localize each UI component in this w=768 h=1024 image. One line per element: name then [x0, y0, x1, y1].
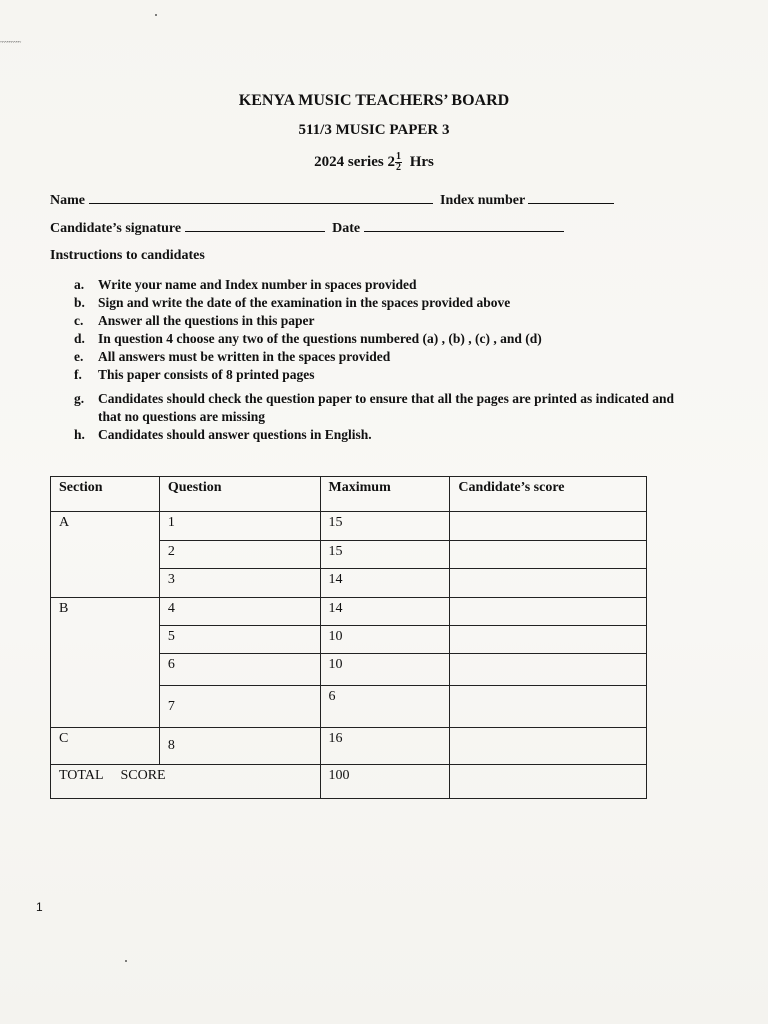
speck [125, 960, 127, 962]
table-row [51, 512, 647, 541]
instruction-item [74, 294, 694, 312]
date-field[interactable] [364, 221, 564, 232]
score-cell[interactable] [450, 512, 647, 541]
instruction-letter: f. [74, 367, 82, 382]
score-cell[interactable] [450, 728, 647, 765]
instructions-list [74, 276, 694, 444]
score-table [50, 476, 647, 799]
instruction-text: Sign and write the date of the examination in the spaces provided above [98, 295, 511, 310]
signature-row [50, 221, 564, 237]
fraction-denominator: 2 [395, 162, 401, 173]
total-score-cell[interactable] [450, 765, 647, 799]
instruction-text: Write your name and Index number in spaces provided [98, 277, 417, 292]
question-cell: 7 [159, 686, 320, 728]
score-cell[interactable] [450, 654, 647, 686]
date-label: Date [332, 221, 361, 236]
total-label: TOTAL SCORE [51, 765, 321, 799]
instruction-item [74, 348, 694, 366]
instruction-text: Answer all the questions in this paper [98, 313, 315, 328]
score-cell[interactable] [450, 541, 647, 569]
name-label: Name [50, 193, 85, 208]
instruction-letter: b. [74, 295, 85, 310]
instruction-item [74, 312, 694, 330]
header-maximum: Maximum [320, 477, 450, 512]
question-cell: 6 [159, 654, 320, 686]
maximum-cell: 14 [320, 598, 450, 626]
header-section: Section [51, 477, 160, 512]
name-row [50, 193, 614, 209]
header-candidate-score: Candidate’s score [450, 477, 647, 512]
hours-text: Hrs [409, 153, 434, 170]
signature-label: Candidate’s signature [50, 221, 182, 236]
fraction-numerator: 1 [395, 151, 401, 162]
question-cell: 2 [159, 541, 320, 569]
instruction-item [74, 330, 694, 348]
instruction-letter: h. [74, 427, 85, 442]
instruction-item [74, 366, 694, 384]
score-cell[interactable] [450, 569, 647, 598]
instruction-item [74, 276, 694, 294]
instruction-text: This paper consists of 8 printed pages [98, 367, 315, 382]
margin-scribble: ~~~~~~~~~ [0, 40, 21, 46]
maximum-cell: 14 [320, 569, 450, 598]
instruction-letter: c. [74, 313, 84, 328]
speck [155, 14, 157, 16]
paper-title: 511/3 MUSIC PAPER 3 [298, 122, 450, 138]
instruction-letter: d. [74, 331, 85, 346]
total-row [51, 765, 647, 799]
section-cell: B [51, 598, 160, 728]
instruction-letter: g. [74, 391, 85, 406]
duration-fraction [395, 152, 402, 173]
section-cell: C [51, 728, 160, 765]
table-header-row [51, 477, 647, 512]
maximum-cell: 6 [320, 686, 450, 728]
table-row [51, 598, 647, 626]
maximum-cell: 15 [320, 541, 450, 569]
name-field[interactable] [89, 193, 433, 204]
page-number: 1 [36, 900, 43, 914]
signature-field[interactable] [185, 221, 325, 232]
header-question: Question [159, 477, 320, 512]
score-cell[interactable] [450, 626, 647, 654]
maximum-cell: 10 [320, 626, 450, 654]
score-cell[interactable] [450, 598, 647, 626]
question-cell: 3 [159, 569, 320, 598]
instruction-text: In question 4 choose any two of the questions numbered (a) , (b) , (c) , and (d) [98, 331, 542, 346]
instruction-letter: a. [74, 277, 85, 292]
maximum-cell: 15 [320, 512, 450, 541]
section-cell: A [51, 512, 160, 598]
question-cell: 5 [159, 626, 320, 654]
index-number-label: Index number [440, 193, 525, 208]
score-cell[interactable] [450, 686, 647, 728]
instruction-letter: e. [74, 349, 84, 364]
maximum-cell: 16 [320, 728, 450, 765]
instruction-item [74, 426, 694, 444]
series-text: 2024 series 2 [314, 153, 395, 170]
board-title: KENYA MUSIC TEACHERS’ BOARD [238, 92, 510, 109]
instruction-text: Candidates should answer questions in English. [98, 427, 372, 442]
instructions-title: Instructions to candidates [50, 248, 205, 263]
question-cell: 4 [159, 598, 320, 626]
question-cell: 8 [159, 728, 320, 765]
instruction-text: Candidates should check the question paper to ensure that all the pages are printed as indicated and that no questions are missing [98, 391, 675, 424]
instruction-item [74, 390, 694, 426]
instruction-text: All answers must be written in the spaces provided [98, 349, 391, 364]
index-number-field[interactable] [528, 193, 614, 204]
question-cell: 1 [159, 512, 320, 541]
series-duration [0, 152, 758, 173]
total-maximum: 100 [320, 765, 450, 799]
maximum-cell: 10 [320, 654, 450, 686]
table-row [51, 728, 647, 765]
